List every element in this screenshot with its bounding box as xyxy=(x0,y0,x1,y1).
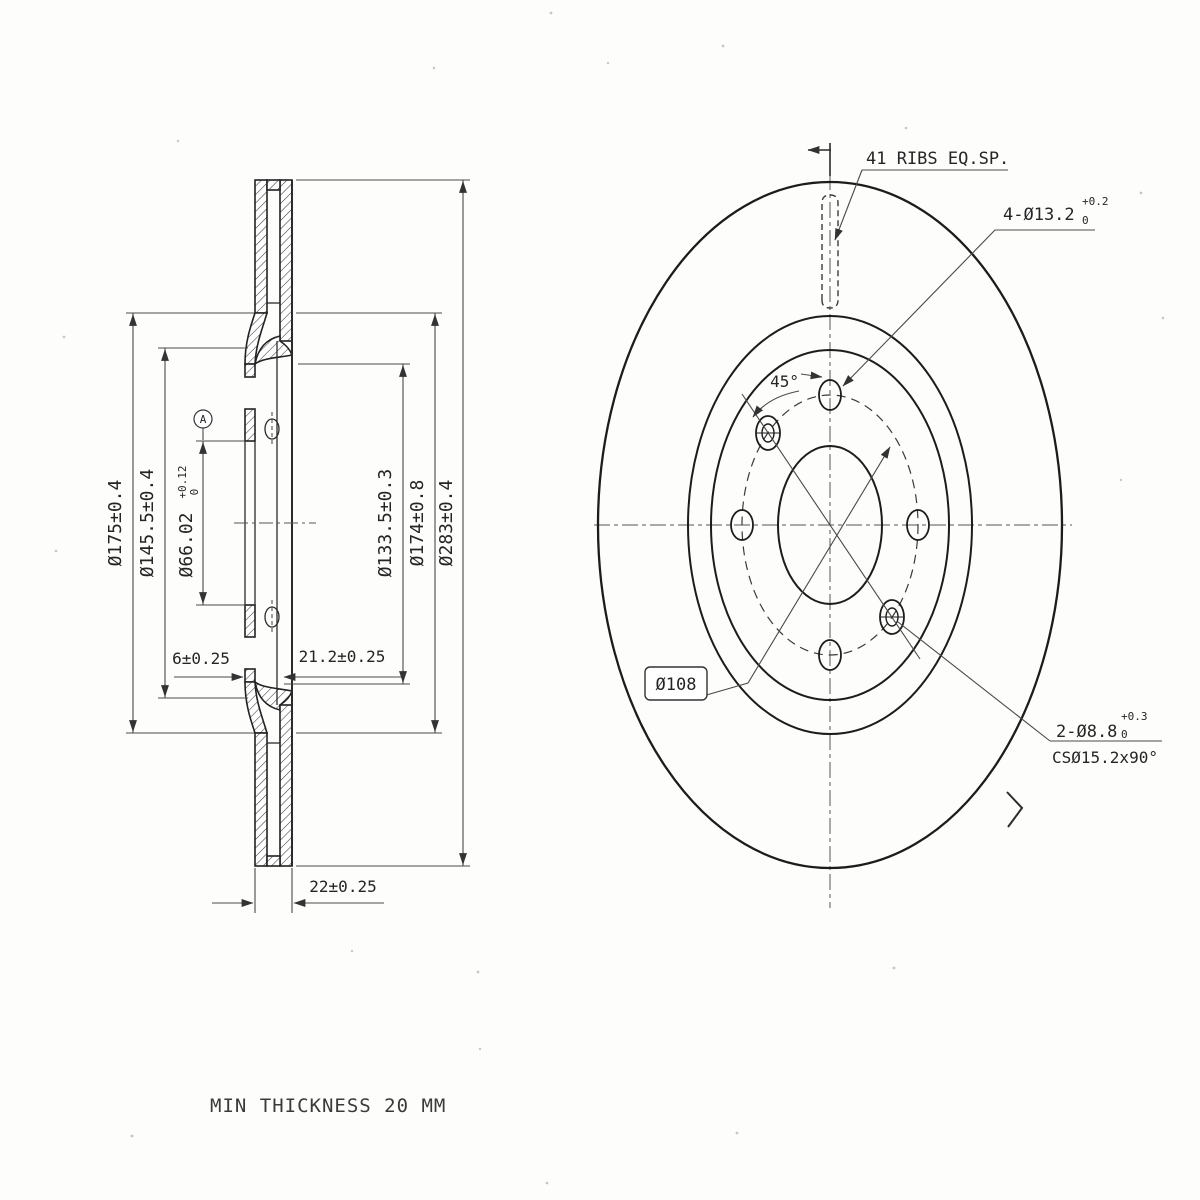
front-view xyxy=(594,143,1162,908)
datum-label: A xyxy=(199,413,207,426)
bolt-circle-leader xyxy=(703,447,890,696)
dim-label-bore: Ø66.02 xyxy=(176,512,197,578)
angle-arrow-right xyxy=(801,374,822,377)
section-left-plate-bot xyxy=(255,733,267,866)
min-thickness-note: MIN THICKNESS 20 MM xyxy=(210,1095,447,1117)
bolt-circle-label: Ø108 xyxy=(655,675,697,695)
dim-label-disc-thickness: 22±0.25 xyxy=(309,877,377,896)
section-flange-top-a xyxy=(245,364,255,377)
angle-arc xyxy=(753,391,799,417)
bolt-holes-tol-minus: 0 xyxy=(1082,214,1089,227)
scan-noise xyxy=(55,12,1165,1185)
bolt-holes-label: 4-Ø13.2 xyxy=(1003,205,1075,225)
ribs-leader xyxy=(835,170,862,240)
countersink-label: CSØ15.2x90° xyxy=(1052,748,1158,767)
side-section-view xyxy=(105,180,470,913)
angle-label: 45° xyxy=(770,372,799,391)
section-rim-top xyxy=(267,180,280,190)
rivet-holes-label: 2-Ø8.8 xyxy=(1056,722,1118,742)
section-left-plate-top xyxy=(255,180,267,313)
dim-label-od283: Ø283±0.4 xyxy=(436,479,457,567)
dim-label-bore-tol-minus: 0 xyxy=(188,488,201,496)
dim-label-hat-depth: 21.2±0.25 xyxy=(298,647,386,666)
section-flange-bot-b xyxy=(245,669,255,682)
section-right-plate-bot xyxy=(280,705,292,866)
rivet-holes-leader xyxy=(898,622,1050,741)
dim-label-od174: Ø174±0.8 xyxy=(407,479,428,567)
section-right-plate-top xyxy=(280,180,292,341)
dim-label-flange-thickness: 6±0.25 xyxy=(172,649,230,668)
dim-label-od133: Ø133.5±0.3 xyxy=(375,468,396,578)
dim-label-od175: Ø175±0.4 xyxy=(105,479,126,567)
rivet-holes-tol-minus: 0 xyxy=(1121,728,1128,741)
section-flange-top-b xyxy=(245,409,255,441)
section-rim-bot xyxy=(267,856,280,866)
dim-label-bore-tol-plus: +0.12 xyxy=(176,465,189,499)
bolt-holes-tol-plus: +0.2 xyxy=(1082,195,1109,208)
ribs-note: 41 RIBS EQ.SP. xyxy=(866,149,1010,169)
section-flange-bot-a xyxy=(245,605,255,637)
rivet-holes-tol-plus: +0.3 xyxy=(1121,710,1148,723)
rotation-direction-chevron xyxy=(1007,792,1022,827)
dim-label-od145: Ø145.5±0.4 xyxy=(137,468,158,578)
